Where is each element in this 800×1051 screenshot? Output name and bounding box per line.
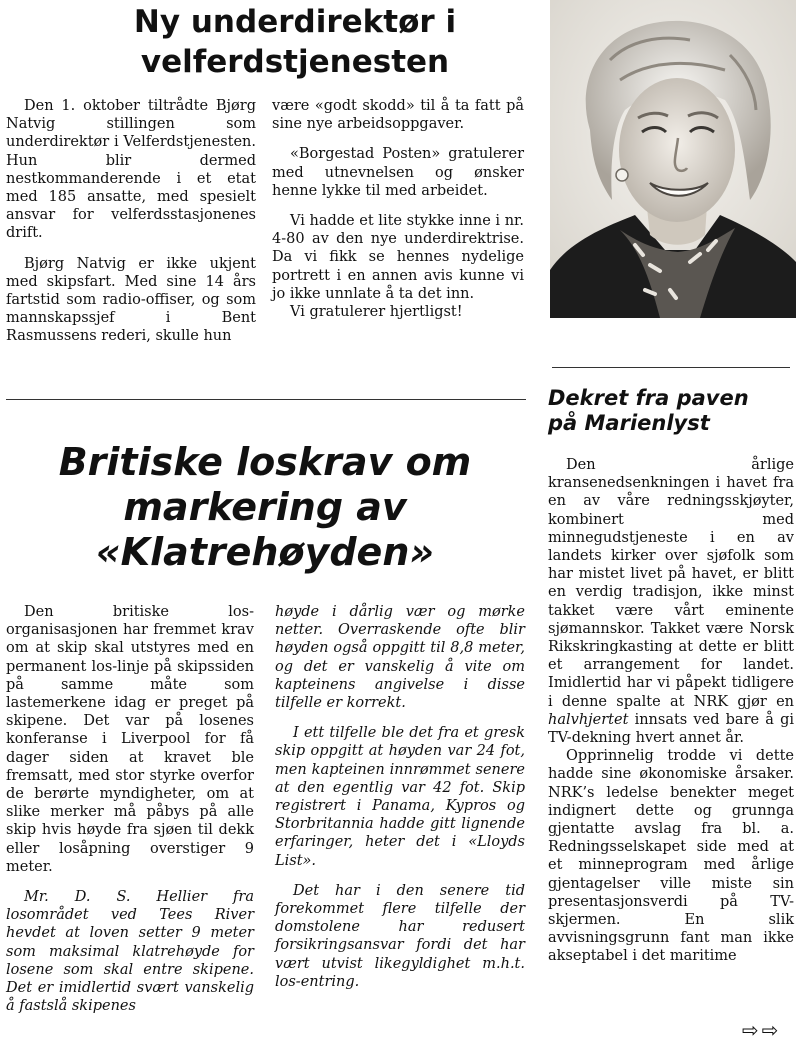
article1-paragraph: være «godt skodd» til å ta fatt på sine nye arbeidsoppgaver. bbox=[272, 98, 524, 133]
article2-paragraph: Mr. D. S. Hellier fra losområdet ved Tees River hevdet at loven setter 9 meter som maksimal klatrehøyde for losene som skal entre skipene. Det er imidlertid svært vanskelig å fastslå skipenes bbox=[6, 889, 254, 1015]
article2-paragraph: Det har i den senere tid forekommet flere tilfelle der domstolene har redusert forsikringsansvar fordi det har vært utvist likegyldighet m.h.t. los-entring. bbox=[275, 882, 525, 990]
article3-headline-line1: Dekret fra paven bbox=[548, 386, 749, 410]
article1-paragraph: Bjørg Natvig er ikke ukjent med skipsfart. Med sine 14 års fartstid som radio-offiser, og som mannskapssjef i Bent Rasmussens rederi, skulle hun bbox=[6, 255, 256, 345]
article3-text: innsats ved bare å gi TV-dekning hvert annet år. bbox=[548, 711, 794, 747]
article2-headline-line1: Britiske loskrav om bbox=[58, 440, 472, 484]
article3-headline-line2: på Marienlyst bbox=[548, 411, 710, 435]
portrait-photo-drawing bbox=[550, 0, 796, 318]
article3-text: Den årlige kransenedsenkningen i havet fra en av våre redningsskjøyter, kombinert med minnegudstjeneste i en av landets kirker over sjøfolk som har mistet livet på havet, er blitt en verdig tradisjon, ikke minst takket være vårt eminente sjømannskor. Takket være Norsk Rikskringkasting at dette er blitt et arrangement for landet. Imidlertid har vi påpekt tidligere i denne spalte at NRK gjør en bbox=[548, 457, 794, 710]
article2-column-1 bbox=[6, 603, 254, 1015]
article1-paragraph: Den 1. oktober tiltrådte Bjørg Natvig stillingen som underdirektør i Velferdstjenesten. Hun blir dermed nestkommanderende i et etat med 185 ansatte, med spesielt ansvar for velferdsstasjonenes drift. bbox=[6, 98, 256, 242]
article2-paragraph: høyde i dårlig vær og mørke netter. Overraskende ofte blir høyden også oppgitt til 8,8 meter, og det er vanskelig å vite om kapteinens angivelse i disse tilfelle er korrekt. bbox=[275, 604, 525, 712]
article2-headline-line2: markering av bbox=[123, 485, 407, 529]
article1-column-2 bbox=[272, 97, 524, 321]
continue-arrows-icon: ⇨⇨ bbox=[742, 1018, 782, 1042]
article2-headline-line3: «Klatrehøyden» bbox=[95, 530, 435, 574]
article1-column-1 bbox=[6, 97, 256, 346]
article2-headline bbox=[30, 440, 500, 575]
article3-emphasis: halvhjertet bbox=[548, 711, 629, 728]
article1-headline-line2: velferdstjenesten bbox=[140, 44, 450, 80]
article3-paragraph bbox=[548, 456, 794, 747]
article2-paragraph: Den britiske los-organisasjonen har fremmet krav om at skip skal utstyres med en permanent los-linje på skipssiden på samme måte som lastemerkene idag er preget på skipene. Det var på losenes konferanse i Liverpool for få dager siden at kravet ble fremsatt, med stor styrke overfor de berørte myndigheter, om at slike merker må påbys på alle skip hvis høyde fra sjøen til dekk eller losåpning overstiger 9 meter. bbox=[6, 604, 254, 875]
article2-paragraph: I ett tilfelle ble det fra et gresk skip oppgitt at høyden var 24 fot, men kapteinen innrømmet senere at den egentlig var 42 fot. Skip registrert i Panama, Kypros og Storbritannia hadde gitt lignende erfaringer, heter det i «Lloyds List». bbox=[275, 725, 525, 869]
article1-headline bbox=[60, 2, 530, 82]
article1-paragraph: «Borgestad Posten» gratulerer med utnevnelsen og ønsker henne lykke til med arbeidet. bbox=[272, 146, 524, 199]
section-divider bbox=[6, 399, 526, 400]
article1-headline-line1: Ny underdirektør i bbox=[133, 4, 457, 40]
article3-column bbox=[548, 456, 794, 966]
article2-column-2 bbox=[275, 603, 525, 991]
article1-paragraph: Vi gratulerer hjertligst! bbox=[290, 304, 463, 321]
article3-headline bbox=[548, 386, 798, 436]
article1-paragraph: Vi hadde et lite stykke inne i nr. 4-80 av den nye underdirektrise. Da vi fikk se hennes nydelige portrett i en annen avis kunne vi jo ikke unnlate å ta det inn. bbox=[272, 213, 524, 302]
article3-paragraph: Opprinnelig trodde vi dette hadde sine økonomiske årsaker. NRK’s ledelse benekter meget indignert dette og grunnga gjentatte avslag fra bl. a. Redningsselskapet side med at et minneprogram med årlige gjentagelser ville miste sin presentasjonsverdi på TV-skjermen. En slik avvisningsgrunn fant man ikke akseptabel i det maritime bbox=[548, 748, 794, 965]
portrait-photo bbox=[550, 0, 796, 318]
section-divider bbox=[552, 367, 790, 368]
